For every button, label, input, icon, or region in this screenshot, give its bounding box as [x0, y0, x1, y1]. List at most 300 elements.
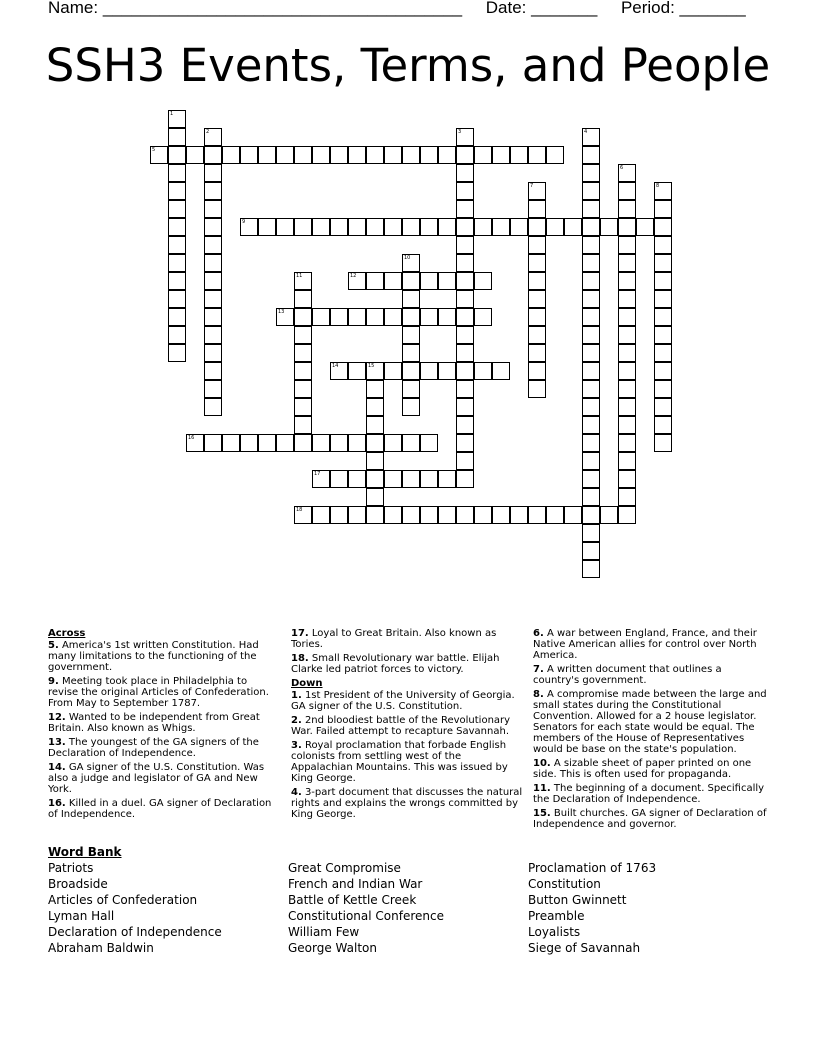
crossword-cell[interactable]	[618, 218, 636, 236]
crossword-cell[interactable]	[312, 146, 330, 164]
date-blank[interactable]: _______	[531, 0, 598, 17]
crossword-cell[interactable]	[222, 434, 240, 452]
crossword-cell[interactable]	[528, 290, 546, 308]
crossword-cell[interactable]	[168, 290, 186, 308]
crossword-cell[interactable]	[456, 380, 474, 398]
clue-number: 18.	[291, 653, 309, 664]
crossword-cell[interactable]	[582, 182, 600, 200]
crossword-cell[interactable]	[456, 182, 474, 200]
crossword-cell[interactable]	[204, 272, 222, 290]
crossword-cell[interactable]	[582, 362, 600, 380]
crossword-cell[interactable]	[366, 506, 384, 524]
crossword-cell[interactable]	[258, 146, 276, 164]
crossword-cell[interactable]	[312, 308, 330, 326]
crossword-cell[interactable]	[348, 146, 366, 164]
crossword-cell[interactable]	[366, 416, 384, 434]
crossword-cell[interactable]	[582, 164, 600, 182]
crossword-cell[interactable]	[348, 218, 366, 236]
crossword-cell[interactable]	[528, 254, 546, 272]
crossword-cell[interactable]	[618, 308, 636, 326]
crossword-cell[interactable]	[276, 434, 294, 452]
crossword-cell[interactable]	[276, 308, 294, 326]
crossword-cell[interactable]	[456, 254, 474, 272]
crossword-cell[interactable]	[618, 326, 636, 344]
crossword-cell[interactable]	[456, 164, 474, 182]
crossword-cell[interactable]	[204, 290, 222, 308]
crossword-cell[interactable]	[618, 452, 636, 470]
crossword-cell[interactable]	[582, 542, 600, 560]
crossword-cell[interactable]	[456, 308, 474, 326]
crossword-cell[interactable]	[654, 272, 672, 290]
clue	[48, 640, 274, 673]
crossword-cell[interactable]	[528, 506, 546, 524]
crossword-cell[interactable]	[546, 146, 564, 164]
word-bank-item: French and Indian War	[288, 877, 423, 891]
crossword-cell[interactable]	[204, 200, 222, 218]
crossword-cell[interactable]	[654, 236, 672, 254]
crossword-cell[interactable]	[294, 398, 312, 416]
crossword-cell[interactable]	[510, 506, 528, 524]
crossword-cell[interactable]	[330, 434, 348, 452]
crossword-cell[interactable]	[564, 506, 582, 524]
name-label: Name:	[48, 0, 99, 17]
clue	[291, 653, 523, 675]
crossword-cell[interactable]	[294, 362, 312, 380]
crossword-cell[interactable]	[294, 344, 312, 362]
crossword-cell[interactable]	[402, 506, 420, 524]
crossword-cell[interactable]	[618, 236, 636, 254]
clue-text: Wanted to be independent from Great Britain. Also known as Whigs.	[48, 712, 260, 734]
crossword-cell[interactable]	[384, 218, 402, 236]
crossword-cell[interactable]	[348, 470, 366, 488]
crossword-cell[interactable]	[456, 344, 474, 362]
crossword-cell[interactable]	[582, 560, 600, 578]
crossword-cell[interactable]	[618, 380, 636, 398]
crossword-cell[interactable]	[348, 308, 366, 326]
cell-number: 9	[242, 219, 246, 225]
crossword-cell[interactable]	[582, 326, 600, 344]
crossword-cell[interactable]	[204, 380, 222, 398]
crossword-cell[interactable]	[420, 308, 438, 326]
crossword-cell[interactable]	[204, 308, 222, 326]
clue-number: 8.	[533, 689, 544, 700]
crossword-cell[interactable]	[582, 344, 600, 362]
word-bank-item: Declaration of Independence	[48, 925, 222, 939]
crossword-cell[interactable]	[204, 182, 222, 200]
across-heading: Across	[48, 628, 86, 639]
crossword-cell[interactable]	[204, 254, 222, 272]
crossword-cell[interactable]	[654, 434, 672, 452]
crossword-cell[interactable]	[384, 146, 402, 164]
crossword-cell[interactable]	[258, 218, 276, 236]
crossword-cell[interactable]	[564, 218, 582, 236]
crossword-cell[interactable]	[528, 146, 546, 164]
crossword-cell[interactable]	[438, 146, 456, 164]
clue	[533, 758, 767, 780]
crossword-cell[interactable]	[456, 272, 474, 290]
crossword-cell[interactable]	[330, 218, 348, 236]
crossword-cell[interactable]	[348, 362, 366, 380]
crossword-cell[interactable]	[402, 380, 420, 398]
crossword-cell[interactable]	[366, 308, 384, 326]
clue	[533, 664, 767, 686]
clue-text: The beginning of a document. Specifically the Declaration of Independence.	[533, 783, 765, 805]
clue-number: 14.	[48, 762, 66, 773]
crossword-cell[interactable]	[204, 146, 222, 164]
crossword-cell[interactable]	[456, 128, 474, 146]
crossword-cell[interactable]	[366, 146, 384, 164]
crossword-cell[interactable]	[402, 272, 420, 290]
cell-number: 13	[278, 309, 285, 315]
crossword-cell[interactable]	[240, 218, 258, 236]
crossword-cell[interactable]	[438, 362, 456, 380]
crossword-cell[interactable]	[582, 146, 600, 164]
crossword-cell[interactable]	[402, 326, 420, 344]
crossword-cell[interactable]	[384, 506, 402, 524]
crossword-cell[interactable]	[402, 434, 420, 452]
crossword-cell[interactable]	[168, 110, 186, 128]
crossword-cell[interactable]	[654, 254, 672, 272]
crossword-cell[interactable]	[582, 524, 600, 542]
crossword-cell[interactable]	[420, 362, 438, 380]
date-label: Date:	[485, 0, 527, 17]
crossword-cell[interactable]	[654, 290, 672, 308]
clue	[533, 808, 767, 830]
crossword-cell[interactable]	[294, 146, 312, 164]
crossword-cell[interactable]	[492, 146, 510, 164]
crossword-cell[interactable]	[348, 506, 366, 524]
crossword-cell[interactable]	[168, 344, 186, 362]
crossword-cell[interactable]	[528, 380, 546, 398]
crossword-cell[interactable]	[186, 146, 204, 164]
word-bank-item: Lyman Hall	[48, 909, 115, 923]
crossword-cell[interactable]	[618, 362, 636, 380]
crossword-cell[interactable]	[222, 146, 240, 164]
crossword-cell[interactable]	[582, 200, 600, 218]
clue-number: 11.	[533, 783, 551, 794]
crossword-cell[interactable]	[654, 362, 672, 380]
crossword-cell[interactable]	[384, 362, 402, 380]
crossword-cell[interactable]	[474, 506, 492, 524]
crossword-cell[interactable]	[402, 308, 420, 326]
crossword-cell[interactable]	[528, 326, 546, 344]
crossword-cell[interactable]	[294, 272, 312, 290]
crossword-cell[interactable]	[582, 398, 600, 416]
clue-number: 12.	[48, 712, 66, 723]
clue	[533, 689, 767, 755]
crossword-cell[interactable]	[528, 272, 546, 290]
clue-text: Meeting took place in Philadelphia to revise the original Articles of Confederation. From May to September 1787.	[48, 676, 269, 709]
crossword-cell[interactable]	[168, 236, 186, 254]
crossword-cell[interactable]	[204, 128, 222, 146]
crossword-cell[interactable]	[456, 506, 474, 524]
crossword-cell[interactable]	[456, 362, 474, 380]
crossword-cell[interactable]	[438, 308, 456, 326]
crossword-cell[interactable]	[438, 272, 456, 290]
crossword-cell[interactable]	[654, 182, 672, 200]
clue-text: A written document that outlines a country's government.	[533, 664, 722, 686]
crossword-cell[interactable]	[258, 434, 276, 452]
crossword-cell[interactable]	[582, 236, 600, 254]
crossword-cell[interactable]	[384, 434, 402, 452]
clue-text: 3-part document that discusses the natural rights and explains the wrongs committed by King George.	[291, 787, 523, 820]
crossword-cell[interactable]	[582, 218, 600, 236]
crossword-cell[interactable]	[168, 308, 186, 326]
crossword-cell[interactable]	[618, 344, 636, 362]
crossword-cell[interactable]	[348, 272, 366, 290]
crossword-cell[interactable]	[384, 470, 402, 488]
crossword-cell[interactable]	[168, 200, 186, 218]
crossword-cell[interactable]	[654, 326, 672, 344]
word-bank-item: Constitutional Conference	[288, 909, 444, 923]
crossword-cell[interactable]	[384, 272, 402, 290]
crossword-cell[interactable]	[402, 218, 420, 236]
crossword-cell[interactable]	[330, 362, 348, 380]
crossword-cell[interactable]	[330, 506, 348, 524]
crossword-cell[interactable]	[204, 398, 222, 416]
crossword-cell[interactable]	[366, 218, 384, 236]
crossword-cell[interactable]	[582, 272, 600, 290]
crossword-cell[interactable]	[402, 344, 420, 362]
crossword-cell[interactable]	[402, 254, 420, 272]
crossword-cell[interactable]	[168, 182, 186, 200]
crossword-cell[interactable]	[204, 326, 222, 344]
crossword-cell[interactable]	[456, 218, 474, 236]
crossword-cell[interactable]	[294, 416, 312, 434]
crossword-cell[interactable]	[168, 218, 186, 236]
crossword-cell[interactable]	[456, 470, 474, 488]
crossword-cell[interactable]	[312, 506, 330, 524]
word-bank-heading: Word Bank	[48, 845, 122, 859]
crossword-cell[interactable]	[204, 362, 222, 380]
crossword-cell[interactable]	[168, 254, 186, 272]
crossword-cell[interactable]	[366, 362, 384, 380]
crossword-cell[interactable]	[384, 308, 402, 326]
crossword-cell[interactable]	[240, 434, 258, 452]
crossword-cell[interactable]	[474, 308, 492, 326]
crossword-cell[interactable]	[438, 470, 456, 488]
crossword-cell[interactable]	[276, 146, 294, 164]
crossword-cell[interactable]	[312, 470, 330, 488]
crossword-cell[interactable]	[510, 218, 528, 236]
period-blank[interactable]: _______	[679, 0, 746, 17]
crossword-cell[interactable]	[528, 362, 546, 380]
crossword-cell[interactable]	[456, 146, 474, 164]
crossword-cell[interactable]	[330, 308, 348, 326]
crossword-cell[interactable]	[492, 362, 510, 380]
crossword-cell[interactable]	[294, 434, 312, 452]
crossword-cell[interactable]	[456, 290, 474, 308]
crossword-cell[interactable]	[582, 488, 600, 506]
crossword-cell[interactable]	[528, 218, 546, 236]
crossword-cell[interactable]	[582, 416, 600, 434]
crossword-cell[interactable]	[654, 380, 672, 398]
crossword-cell[interactable]	[402, 470, 420, 488]
clue	[533, 628, 767, 661]
clue-number: 15.	[533, 808, 551, 819]
crossword-cell[interactable]	[438, 506, 456, 524]
crossword-cell[interactable]	[312, 218, 330, 236]
crossword-cell[interactable]	[456, 434, 474, 452]
crossword-cell[interactable]	[420, 470, 438, 488]
cell-number: 12	[350, 273, 357, 279]
crossword-cell[interactable]	[528, 200, 546, 218]
crossword-cell[interactable]	[582, 128, 600, 146]
clue-text: The youngest of the GA signers of the Declaration of Independence.	[48, 737, 259, 759]
crossword-cell[interactable]	[456, 416, 474, 434]
crossword-cell[interactable]	[150, 146, 168, 164]
crossword-cell[interactable]	[168, 164, 186, 182]
crossword-cell[interactable]	[204, 218, 222, 236]
name-blank[interactable]: ______________________________________	[102, 0, 463, 17]
crossword-cell[interactable]	[294, 290, 312, 308]
crossword-cell[interactable]	[618, 434, 636, 452]
cell-number: 7	[530, 183, 534, 189]
clue-number: 16.	[48, 798, 66, 809]
clue-number: 7.	[533, 664, 544, 675]
crossword-cell[interactable]	[582, 308, 600, 326]
clue-text: Royal proclamation that forbade English colonists from settling west of the Appalachian Mountains. This was issued by King George.	[291, 740, 508, 784]
cell-number: 15	[368, 363, 375, 369]
crossword-cell[interactable]	[402, 290, 420, 308]
crossword-cell[interactable]	[456, 326, 474, 344]
crossword-cell[interactable]	[618, 290, 636, 308]
crossword-cell[interactable]	[528, 308, 546, 326]
crossword-cell[interactable]	[636, 218, 654, 236]
crossword-cell[interactable]	[492, 506, 510, 524]
crossword-cell[interactable]	[420, 272, 438, 290]
crossword-cell[interactable]	[618, 200, 636, 218]
crossword-cell[interactable]	[582, 506, 600, 524]
crossword-cell[interactable]	[294, 506, 312, 524]
crossword-cell[interactable]	[456, 452, 474, 470]
crossword-cell[interactable]	[402, 362, 420, 380]
crossword-cell[interactable]	[474, 146, 492, 164]
crossword-cell[interactable]	[492, 218, 510, 236]
crossword-cell[interactable]	[582, 380, 600, 398]
crossword-cell[interactable]	[654, 398, 672, 416]
crossword-cell[interactable]	[330, 146, 348, 164]
crossword-cell[interactable]	[618, 164, 636, 182]
crossword-cell[interactable]	[528, 236, 546, 254]
crossword-cell[interactable]	[204, 236, 222, 254]
crossword-cell[interactable]	[168, 272, 186, 290]
crossword-cell[interactable]	[294, 326, 312, 344]
crossword-cell[interactable]	[366, 452, 384, 470]
crossword-cell[interactable]	[168, 326, 186, 344]
word-bank-item: Broadside	[48, 877, 108, 891]
crossword-cell[interactable]	[654, 308, 672, 326]
crossword-cell[interactable]	[474, 272, 492, 290]
crossword-cell[interactable]	[618, 488, 636, 506]
crossword-cell[interactable]	[366, 488, 384, 506]
crossword-cell[interactable]	[402, 398, 420, 416]
crossword-cell[interactable]	[528, 344, 546, 362]
crossword-cell[interactable]	[654, 218, 672, 236]
crossword-cell[interactable]	[546, 218, 564, 236]
crossword-cell[interactable]	[510, 146, 528, 164]
clue-number: 6.	[533, 628, 544, 639]
crossword-cell[interactable]	[654, 416, 672, 434]
crossword-cell[interactable]	[582, 470, 600, 488]
word-bank-item: Loyalists	[528, 925, 581, 939]
clue	[533, 783, 767, 805]
crossword-cell[interactable]	[474, 218, 492, 236]
crossword-cell[interactable]	[168, 146, 186, 164]
crossword-cell[interactable]	[204, 164, 222, 182]
crossword-cell[interactable]	[600, 506, 618, 524]
crossword-cell[interactable]	[204, 434, 222, 452]
crossword-cell[interactable]	[474, 362, 492, 380]
crossword-cell[interactable]	[276, 218, 294, 236]
crossword-cell[interactable]	[528, 182, 546, 200]
crossword-cell[interactable]	[366, 380, 384, 398]
crossword-cell[interactable]	[456, 398, 474, 416]
crossword-cell[interactable]	[330, 470, 348, 488]
clue-text: Killed in a duel. GA signer of Declaration of Independence.	[48, 798, 272, 820]
crossword-cell[interactable]	[654, 344, 672, 362]
crossword-cell[interactable]	[294, 218, 312, 236]
crossword-cell[interactable]	[348, 434, 366, 452]
word-bank-item: Abraham Baldwin	[48, 941, 154, 955]
crossword-cell[interactable]	[294, 380, 312, 398]
crossword-cell[interactable]	[582, 254, 600, 272]
crossword-cell[interactable]	[420, 506, 438, 524]
crossword-cell[interactable]	[240, 146, 258, 164]
crossword-cell[interactable]	[204, 344, 222, 362]
clue-number: 2.	[291, 715, 302, 726]
crossword-cell[interactable]	[366, 470, 384, 488]
cell-number: 17	[314, 471, 321, 477]
crossword-cell[interactable]	[618, 254, 636, 272]
crossword-cell[interactable]	[618, 470, 636, 488]
crossword-cell[interactable]	[546, 506, 564, 524]
crossword-cell[interactable]	[456, 200, 474, 218]
crossword-cell[interactable]	[582, 434, 600, 452]
crossword-cell[interactable]	[366, 434, 384, 452]
crossword-cell[interactable]	[456, 236, 474, 254]
crossword-cell[interactable]	[582, 290, 600, 308]
cell-number: 8	[656, 183, 660, 189]
clue	[291, 740, 523, 784]
crossword-cell[interactable]	[420, 434, 438, 452]
clue-number: 5.	[48, 640, 59, 651]
cell-number: 6	[620, 165, 624, 171]
crossword-cell[interactable]	[618, 182, 636, 200]
crossword-cell[interactable]	[312, 434, 330, 452]
word-bank-item: William Few	[288, 925, 360, 939]
crossword-cell[interactable]	[582, 452, 600, 470]
crossword-cell[interactable]	[438, 218, 456, 236]
clues-column-1	[48, 628, 274, 823]
crossword-cell[interactable]	[618, 506, 636, 524]
crossword-cell[interactable]	[618, 398, 636, 416]
crossword-cell[interactable]	[294, 308, 312, 326]
crossword-cell[interactable]	[654, 200, 672, 218]
crossword-cell[interactable]	[186, 434, 204, 452]
crossword-cell[interactable]	[420, 146, 438, 164]
crossword-cell[interactable]	[420, 218, 438, 236]
crossword-cell[interactable]	[168, 128, 186, 146]
crossword-cell[interactable]	[600, 218, 618, 236]
crossword-cell[interactable]	[618, 272, 636, 290]
crossword-cell[interactable]	[366, 272, 384, 290]
clue-number: 13.	[48, 737, 66, 748]
crossword-cell[interactable]	[366, 398, 384, 416]
cell-number: 2	[206, 129, 210, 135]
crossword-cell[interactable]	[402, 146, 420, 164]
crossword-cell[interactable]	[618, 416, 636, 434]
